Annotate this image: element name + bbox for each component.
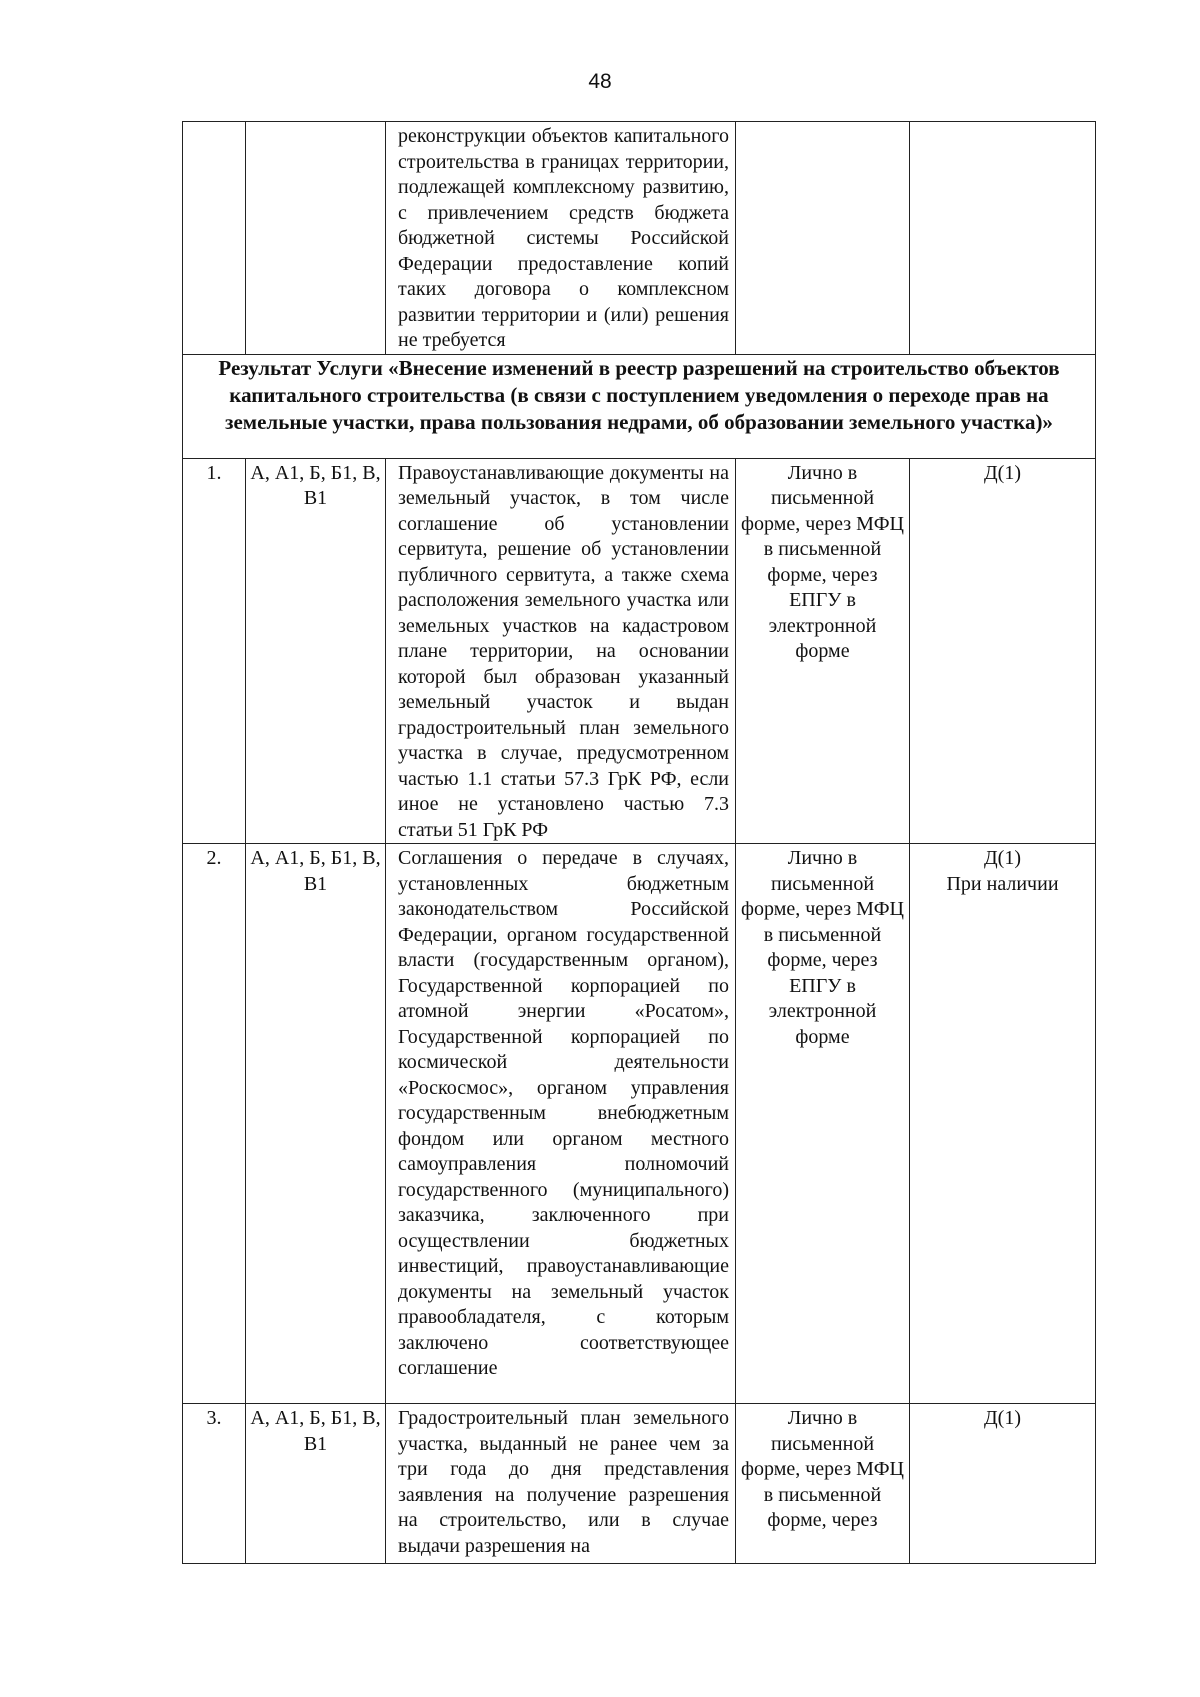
row-submission-form: Лично в письменной форме, через МФЦ в письменной форме, через ЕПГУ в электронной форме: [736, 844, 910, 1404]
table-row: [183, 844, 1096, 1404]
row-categories: А, А1, Б, Б1, В, В1: [246, 844, 386, 1404]
row-submission-form: Лично в письменной форме, через МФЦ в письменной форме, через: [736, 1404, 910, 1564]
row-number: 1.: [183, 458, 246, 844]
row-categories: А, А1, Б, Б1, В, В1: [246, 1404, 386, 1564]
continuation-category-cell: [246, 122, 386, 355]
documents-table: [182, 121, 1096, 1564]
row-code: Д(1): [984, 461, 1021, 484]
row-categories: А, А1, Б, Б1, В, В1: [246, 458, 386, 844]
row-description: Градостроительный план земельного участка, выданный не ранее чем за три года до дня представления заявления на получение разрешения на строительство, или в случае выдачи разрешения на: [386, 1404, 736, 1564]
row-code-cell: [910, 1404, 1096, 1564]
row-submission-form: Лично в письменной форме, через МФЦ в письменной форме, через ЕПГУ в электронной форме: [736, 458, 910, 844]
row-description: Соглашения о передаче в случаях, установленных бюджетным законодательством Российской Федерации, органом государственной власти (государственным органом), Государственной корпорацией по атомной энергии «Росатом», Государственной корпорацией по космической деятельности «Роскосмос», органом управления государственным внебюджетным фондом или органом местного самоуправления полномочий государственного (муниципального) заказчика, заключенного при осуществлении бюджетных инвестиций, правоустанавливающие документы на земельный участок правообладателя, с которым заключено соответствующее соглашение: [386, 844, 736, 1404]
continuation-row: [183, 122, 1096, 355]
section-title: Результат Услуги «Внесение изменений в реестр разрешений на строительство объектов капитального строительства (в связи с поступлением уведомления о переходе прав на земельные участки, права пользования недрами, об образовании земельного участка)»: [183, 354, 1096, 458]
row-code-cell: [910, 458, 1096, 844]
section-header-row: [183, 354, 1096, 458]
continuation-form-cell: [736, 122, 910, 355]
table-row: [183, 458, 1096, 844]
continuation-num-cell: [183, 122, 246, 355]
row-code: Д(1): [984, 1407, 1021, 1429]
row-code-cell: [910, 844, 1096, 1404]
row-number: 2.: [183, 844, 246, 1404]
continuation-description: реконструкции объектов капитального строительства в границах территории, подлежащей комплексному развитию, с привлечением средств бюджета бюджетной системы Российской Федерации предоставление копий таких договора о комплексном развитии территории и (или) решения не требуется: [386, 122, 736, 355]
row-code: Д(1): [984, 847, 1021, 869]
row-note: При наличии: [946, 872, 1059, 895]
page-number: 48: [588, 70, 612, 93]
table-row: [183, 1404, 1096, 1564]
row-number: 3.: [183, 1404, 246, 1564]
row-description: Правоустанавливающие документы на земельный участок, в том числе соглашение об установлении сервитута, решение об установлении публичного сервитута, а также схема расположения земельного участка или земельных участков на кадастровом плане территории, на основании которой был образован указанный земельный участок и выдан градостроительный план земельного участка в случае, предусмотренном частью 1.1 статьи 57.3 ГрК РФ, если иное не установлено частью 7.3 статьи 51 ГрК РФ: [386, 458, 736, 844]
continuation-code-cell: [910, 122, 1096, 355]
